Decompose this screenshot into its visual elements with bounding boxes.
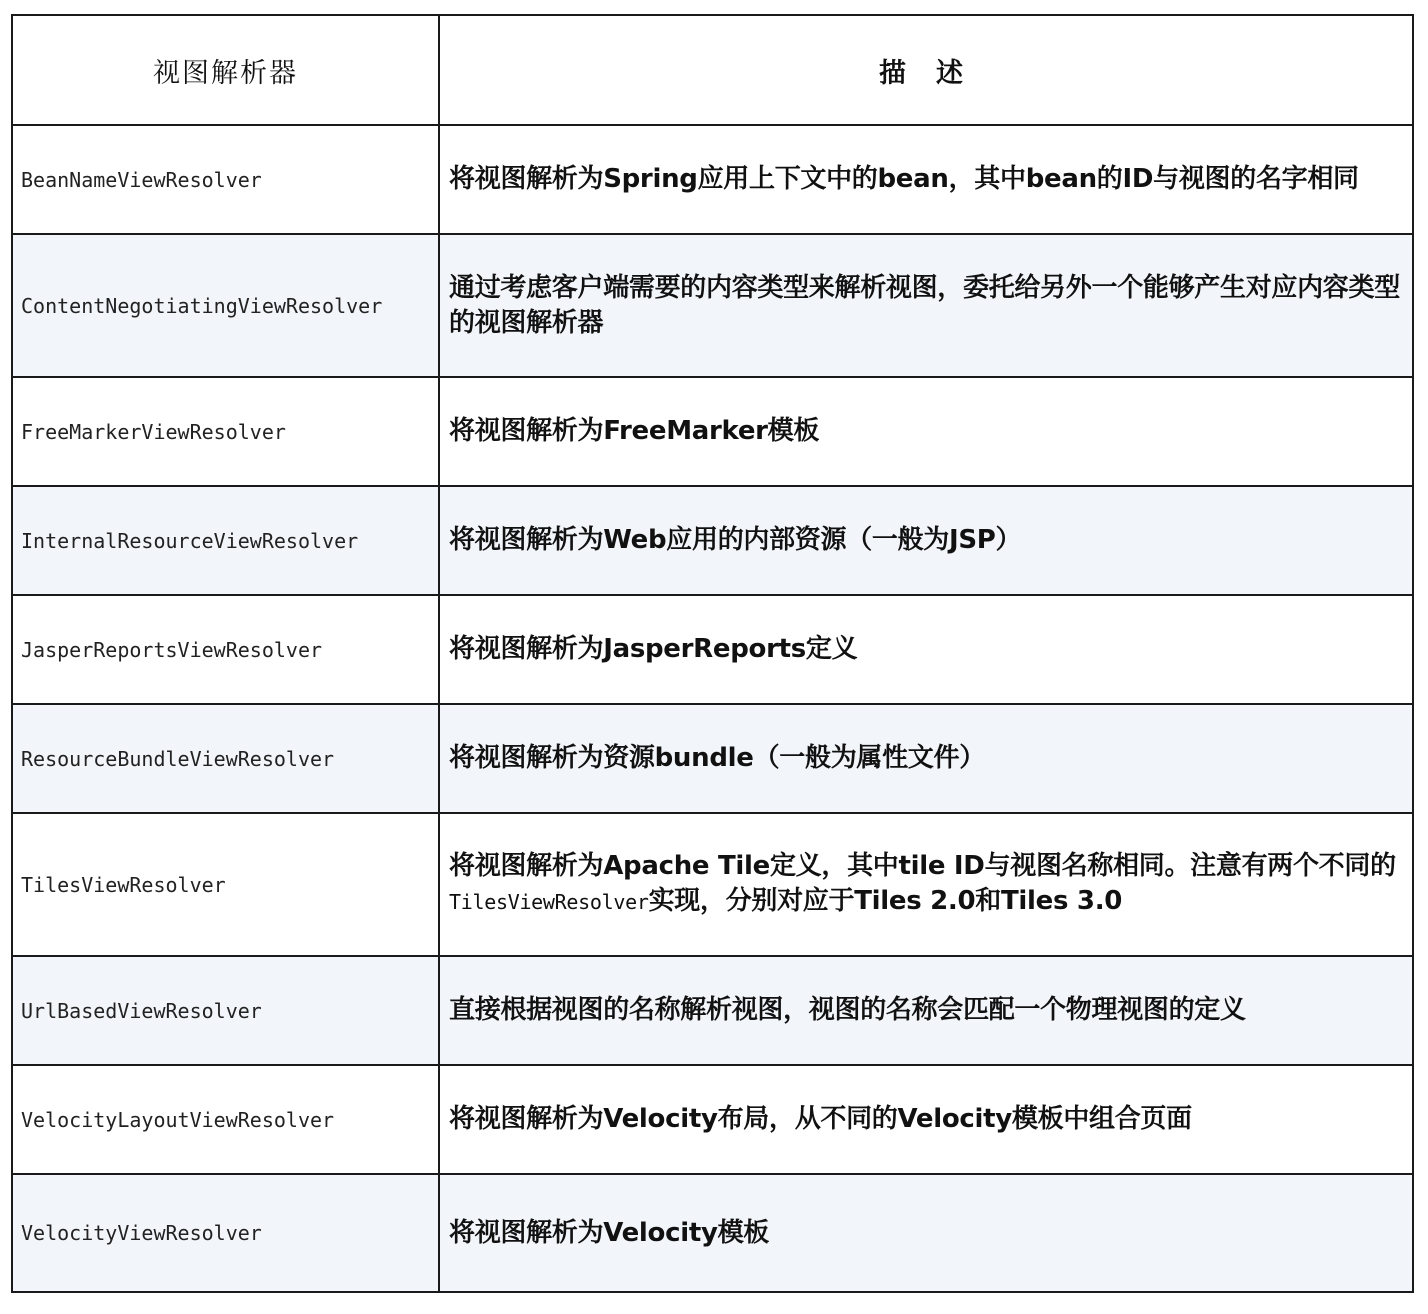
resolver-name: UrlBasedViewResolver xyxy=(12,956,439,1065)
resolver-description: 将视图解析为JasperReports定义 xyxy=(439,595,1413,704)
description-text: 实现，分别对应于Tiles 2.0和Tiles 3.0 xyxy=(648,886,1123,916)
view-resolver-table xyxy=(11,14,1414,1293)
header-resolver: 视图解析器 xyxy=(12,15,439,125)
resolver-name: JasperReportsViewResolver xyxy=(12,595,439,704)
resolver-name: TilesViewResolver xyxy=(12,813,439,956)
resolver-description: 直接根据视图的名称解析视图，视图的名称会匹配一个物理视图的定义 xyxy=(439,956,1413,1065)
resolver-name: VelocityLayoutViewResolver xyxy=(12,1065,439,1174)
resolver-description: 将视图解析为Spring应用上下文中的bean，其中bean的ID与视图的名字相同 xyxy=(439,125,1413,234)
resolver-description: 将视图解析为FreeMarker模板 xyxy=(439,377,1413,486)
table-row xyxy=(12,125,1413,234)
resolver-name: VelocityViewResolver xyxy=(12,1174,439,1292)
table-header-row xyxy=(12,15,1413,125)
resolver-name: ResourceBundleViewResolver xyxy=(12,704,439,813)
resolver-description: 将视图解析为Web应用的内部资源（一般为JSP） xyxy=(439,486,1413,595)
resolver-name: BeanNameViewResolver xyxy=(12,125,439,234)
inline-code: TilesViewResolver xyxy=(449,890,649,914)
table-row xyxy=(12,956,1413,1065)
table-row xyxy=(12,234,1413,377)
table-row xyxy=(12,486,1413,595)
table-row xyxy=(12,595,1413,704)
description-text: 将视图解析为Apache Tile定义，其中tile ID与视图名称相同。注意有两个不同的 xyxy=(449,851,1396,881)
resolver-description: 将视图解析为Velocity模板 xyxy=(439,1174,1413,1292)
table-row xyxy=(12,704,1413,813)
table-row xyxy=(12,813,1413,956)
resolver-description xyxy=(439,813,1413,956)
table-row xyxy=(12,1174,1413,1292)
resolver-description: 通过考虑客户端需要的内容类型来解析视图，委托给另外一个能够产生对应内容类型的视图解析器 xyxy=(439,234,1413,377)
resolver-name: InternalResourceViewResolver xyxy=(12,486,439,595)
resolver-name: FreeMarkerViewResolver xyxy=(12,377,439,486)
resolver-description: 将视图解析为Velocity布局，从不同的Velocity模板中组合页面 xyxy=(439,1065,1413,1174)
resolver-description: 将视图解析为资源bundle（一般为属性文件） xyxy=(439,704,1413,813)
table-row xyxy=(12,377,1413,486)
header-description: 描述 xyxy=(439,15,1413,125)
resolver-name: ContentNegotiatingViewResolver xyxy=(12,234,439,377)
table-row xyxy=(12,1065,1413,1174)
